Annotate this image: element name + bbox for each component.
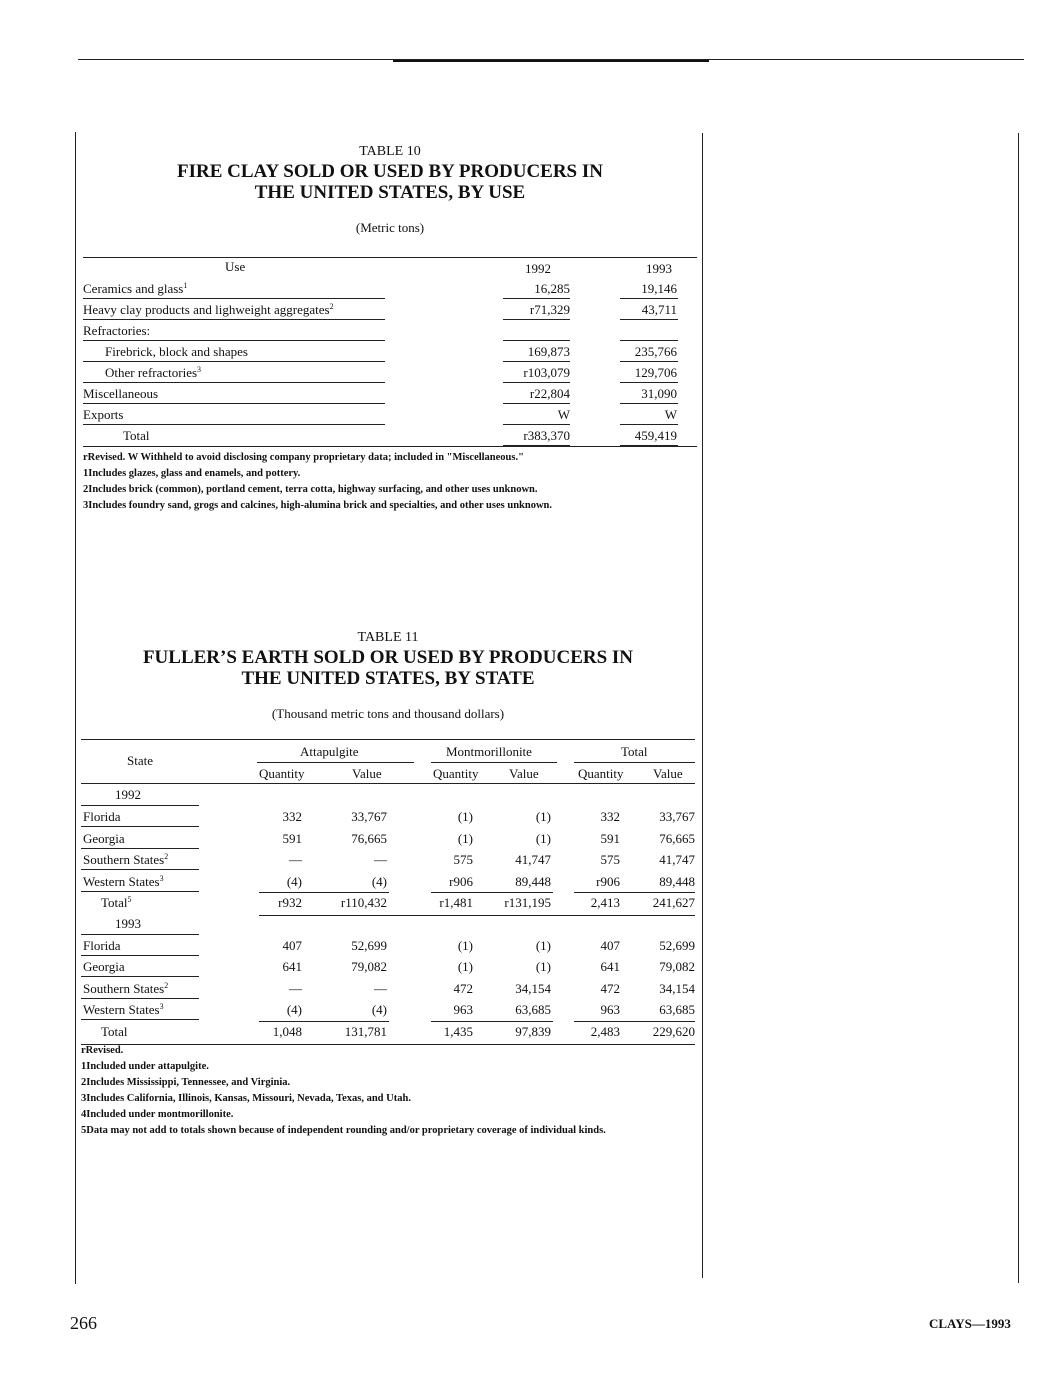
table11-av: 79,082 xyxy=(351,959,387,974)
table11-footnote: 2Includes Mississippi, Tennessee, and Virginia. xyxy=(81,1077,291,1088)
table10-row xyxy=(83,425,697,446)
table11-tv: 89,448 xyxy=(659,873,695,889)
table11-tv: 63,685 xyxy=(659,1002,695,1017)
table11-mv: (1) xyxy=(535,959,551,974)
table11-mq: 1,435 xyxy=(443,1023,473,1039)
table11-mv: r131,195 xyxy=(504,895,551,910)
table10-header-use: Use xyxy=(225,259,246,274)
table10-body xyxy=(83,278,697,447)
table10-value-1992: 16,285 xyxy=(534,281,570,296)
table11-row xyxy=(81,871,695,892)
table11-state xyxy=(83,874,164,890)
table11-state xyxy=(83,938,121,954)
table11-mv: 34,154 xyxy=(515,980,551,996)
footnote-marker: 3 xyxy=(159,1002,164,1011)
table10-number: TABLE 10 xyxy=(359,144,421,159)
table11-aq: 332 xyxy=(282,809,302,824)
table11-tv: 76,665 xyxy=(659,830,695,846)
table11-tq: 591 xyxy=(600,830,620,846)
table11-year: 1992 xyxy=(115,787,141,802)
table11-mq: r906 xyxy=(449,873,473,889)
table10-row xyxy=(83,404,697,425)
column-rule-right xyxy=(1018,133,1019,1283)
table11-year-row xyxy=(81,785,695,806)
table11-row xyxy=(81,892,695,913)
table10-row xyxy=(83,320,697,341)
table11-tv: 229,620 xyxy=(652,1023,695,1039)
table11-mv: (1) xyxy=(535,937,551,953)
table11-total-rule xyxy=(574,892,695,893)
table10-value-1993: 43,711 xyxy=(641,302,677,317)
table11-mq: (1) xyxy=(457,937,473,953)
table11-mv: 41,747 xyxy=(515,852,551,867)
table11-av: 131,781 xyxy=(344,1023,387,1039)
table10-title xyxy=(83,161,697,203)
table10-footnote: 3Includes foundry sand, grogs and calcines, high-alumina brick and specialties, and other uses unknown. xyxy=(83,500,553,511)
table11-tv: 79,082 xyxy=(659,959,695,974)
table11-footnote: rRevised. xyxy=(81,1045,124,1056)
table10-footnote: 1Includes glazes, glass and enamels, and pottery. xyxy=(83,468,301,479)
table11-row xyxy=(81,999,695,1020)
table11-mq: 575 xyxy=(453,852,473,867)
table11-footnote: 4Included under montmorillonite. xyxy=(81,1109,234,1120)
table11-mq: 472 xyxy=(453,980,473,996)
table11-state-text: Florida xyxy=(83,809,121,824)
table11-av: r110,432 xyxy=(340,895,387,910)
table11-tv: 52,699 xyxy=(659,937,695,953)
table11-tq: 575 xyxy=(600,852,620,867)
table10-value-1993: 235,766 xyxy=(634,344,677,359)
table10-value-1992: 169,873 xyxy=(527,344,570,359)
table11-mv: (1) xyxy=(535,830,551,846)
table11-row xyxy=(81,849,695,870)
table10-value-1993: 19,146 xyxy=(641,281,677,296)
table10-row-label-text: Firebrick, block and shapes xyxy=(105,344,248,359)
table10-row xyxy=(83,362,697,383)
table11-tv: 41,747 xyxy=(659,852,695,867)
table11-footnote: 1Included under attapulgite. xyxy=(81,1061,209,1072)
table11-state xyxy=(83,959,125,975)
table11-state-text: Southern States xyxy=(83,980,165,996)
footnote-marker: 1 xyxy=(183,281,188,290)
table11-title xyxy=(81,647,695,689)
table10 xyxy=(83,257,697,447)
table10-header-1993: 1993 xyxy=(646,261,672,276)
table10-row-label xyxy=(123,428,150,444)
table11-year: 1993 xyxy=(115,915,141,931)
table11-state-text: Florida xyxy=(83,937,121,953)
table11-av: 52,699 xyxy=(351,937,387,953)
table10-header-1992: 1992 xyxy=(525,261,551,276)
table11-av: (4) xyxy=(371,873,387,889)
footnote-marker: 2 xyxy=(329,302,334,311)
table11-state-text: Southern States xyxy=(83,852,165,867)
table11-state xyxy=(83,852,168,868)
montmorillonite-span-rule xyxy=(431,762,557,763)
table11-tq: 2,413 xyxy=(590,895,620,910)
table11-av: — xyxy=(374,980,387,996)
table11-aq: 591 xyxy=(282,830,302,846)
table11-footnote: 3Includes California, Illinois, Kansas, Missouri, Nevada, Texas, and Utah. xyxy=(81,1093,411,1104)
table11-row xyxy=(81,978,695,999)
table11-aq: 1,048 xyxy=(272,1023,302,1039)
table11-state-text: Western States xyxy=(83,1002,160,1017)
table11-footnotes xyxy=(81,1043,701,1139)
table11-state xyxy=(101,895,132,911)
table11-mq: (1) xyxy=(457,830,473,846)
table11-tq: 963 xyxy=(600,1002,620,1017)
table11-state-text: Georgia xyxy=(83,959,125,974)
table11-state-text: Total xyxy=(101,895,128,910)
total-span-rule xyxy=(574,762,695,763)
table11-mq: r1,481 xyxy=(439,895,473,910)
table11-row xyxy=(81,828,695,849)
table11-row xyxy=(81,935,695,956)
table11-unit: (Thousand metric tons and thousand dollars) xyxy=(271,706,505,721)
table10-footnote: rRevised. W Withheld to avoid disclosing company proprietary data; included in "Miscellaneous." xyxy=(83,452,524,463)
table11-aq: — xyxy=(289,852,302,867)
table11-aq: 641 xyxy=(282,959,302,974)
table11-mv: (1) xyxy=(535,809,551,824)
table10-row xyxy=(83,278,697,299)
table10-row xyxy=(83,299,697,320)
footnote-marker: 2 xyxy=(164,852,169,861)
table11-state xyxy=(83,981,168,997)
table11-state xyxy=(83,831,125,847)
column-rule-middle xyxy=(702,133,703,1278)
table10-value-1993: 459,419 xyxy=(634,428,677,443)
total-quantity-header: Quantity xyxy=(578,766,624,781)
table11-mv: 97,839 xyxy=(515,1023,551,1039)
table10-value-1993: 31,090 xyxy=(641,386,677,401)
table11-top-rule xyxy=(81,739,695,740)
table11-state xyxy=(83,809,121,825)
table10-row-label-text: Other refractories xyxy=(105,365,198,380)
table11-footnote: 5Data may not add to totals shown because of independent rounding and/or proprietary coverage of individual kinds. xyxy=(81,1125,606,1136)
table11-number: TABLE 11 xyxy=(357,630,419,645)
table11-aq: — xyxy=(289,980,302,996)
running-title: CLAYS—1993 xyxy=(929,1316,1011,1331)
table10-row-label xyxy=(83,323,150,339)
table11-header-total: Total xyxy=(621,744,648,759)
table11-state-text: Georgia xyxy=(83,830,125,846)
table11-year-row xyxy=(81,914,695,935)
attapulgite-span-rule xyxy=(257,762,414,763)
footnote-marker: 5 xyxy=(127,895,132,904)
table11-aq: 407 xyxy=(282,937,302,953)
table11-state-text: Western States xyxy=(83,873,160,889)
table10-row-label-text: Exports xyxy=(83,407,124,422)
table10-title-line1: FIRE CLAY SOLD OR USED BY PRODUCERS IN xyxy=(177,161,603,182)
table11-total-rule xyxy=(431,892,553,893)
table10-value-1992: r71,329 xyxy=(529,302,570,317)
table10-row-label xyxy=(83,302,334,318)
table11-av: 33,767 xyxy=(351,809,387,824)
table11-tq: 472 xyxy=(600,980,620,996)
table10-row-label xyxy=(105,365,201,381)
column-rule-left xyxy=(75,132,76,1284)
table11-tv: 241,627 xyxy=(652,895,695,910)
table10-row-label-text: Heavy clay products and lighweight aggregates xyxy=(83,302,330,317)
table10-row xyxy=(83,341,697,362)
table10-value-1993: 129,706 xyxy=(634,365,677,380)
table11-total-rule xyxy=(259,1021,389,1022)
table11-header-state: State xyxy=(127,753,153,768)
table10-header-row xyxy=(83,257,697,278)
table10-row xyxy=(83,383,697,404)
montmorillonite-value-header: Value xyxy=(509,766,539,781)
table10-row-label-text: Ceramics and glass xyxy=(83,281,184,296)
table10-row-label-text: Total xyxy=(123,428,150,443)
table11-total-rule xyxy=(574,1021,695,1022)
table11-tq: r906 xyxy=(596,873,620,889)
table11-mq: 963 xyxy=(453,1002,473,1017)
table11-header-montmorillonite: Montmorillonite xyxy=(446,744,532,759)
table10-title-line2: THE UNITED STATES, BY USE xyxy=(254,182,526,203)
table10-row-label-text: Miscellaneous xyxy=(83,386,159,401)
table11-av: 76,665 xyxy=(351,830,387,846)
table11-state xyxy=(101,1024,128,1040)
footnote-marker: 2 xyxy=(164,980,169,990)
table11-mv: 89,448 xyxy=(515,873,551,889)
footnote-marker: 3 xyxy=(197,365,202,374)
table10-row-label xyxy=(83,386,158,402)
table11-aq: r932 xyxy=(278,895,302,910)
table11-total-rule xyxy=(259,892,389,893)
table10-value-1992: r103,079 xyxy=(523,365,570,380)
table10-value-1992: r22,804 xyxy=(529,386,570,401)
montmorillonite-quantity-header: Quantity xyxy=(433,766,479,781)
table10-bottom-rule xyxy=(83,446,697,447)
table11-row xyxy=(81,806,695,827)
table11-title-line2: THE UNITED STATES, BY STATE xyxy=(241,668,535,689)
attapulgite-quantity-header: Quantity xyxy=(259,766,305,781)
top-rule-accent xyxy=(393,60,709,62)
table11-tv: 33,767 xyxy=(659,809,695,824)
table11-state-text: Total xyxy=(101,1023,128,1039)
total-value-header: Value xyxy=(653,766,683,781)
table11-aq: (4) xyxy=(286,1002,302,1017)
table10-value-1992: r383,370 xyxy=(523,428,570,443)
table11-title-line1: FULLER’S EARTH SOLD OR USED BY PRODUCERS IN xyxy=(142,647,634,668)
table11-state xyxy=(83,1002,164,1018)
table11-av: (4) xyxy=(371,1002,387,1017)
table11-tq: 641 xyxy=(600,959,620,974)
table11-mq: (1) xyxy=(457,959,473,974)
table10-row-label xyxy=(105,344,248,360)
table11-row xyxy=(81,1021,695,1042)
table10-unit: (Metric tons) xyxy=(355,220,425,235)
table11-total-rule xyxy=(431,1021,553,1022)
table11-aq: (4) xyxy=(286,873,302,889)
table10-value-1992: W xyxy=(557,407,570,422)
table11-mq: (1) xyxy=(457,809,473,824)
table10-row-label xyxy=(83,281,187,297)
table10-footnote: 2Includes brick (common), portland cement, terra cotta, highway surfacing, and other uses unknown. xyxy=(83,484,538,495)
table11-row xyxy=(81,956,695,977)
table11-tq: 332 xyxy=(600,809,620,824)
table11-tq: 407 xyxy=(600,937,620,953)
table11-tv: 34,154 xyxy=(659,980,695,996)
attapulgite-value-header: Value xyxy=(352,766,382,781)
table10-row-label-text: Refractories: xyxy=(83,323,151,338)
table11-header-attapulgite: Attapulgite xyxy=(300,744,359,759)
table11-mv: 63,685 xyxy=(515,1002,551,1017)
table10-footnotes xyxy=(83,450,697,514)
table11-tq: 2,483 xyxy=(590,1023,620,1039)
table10-row-label xyxy=(83,407,123,423)
page-number: 266 xyxy=(70,1313,97,1333)
table11-header-bottom-rule xyxy=(81,783,695,784)
footnote-marker: 3 xyxy=(159,873,164,883)
table11-av: — xyxy=(374,852,387,867)
table10-value-1993: W xyxy=(664,407,677,422)
